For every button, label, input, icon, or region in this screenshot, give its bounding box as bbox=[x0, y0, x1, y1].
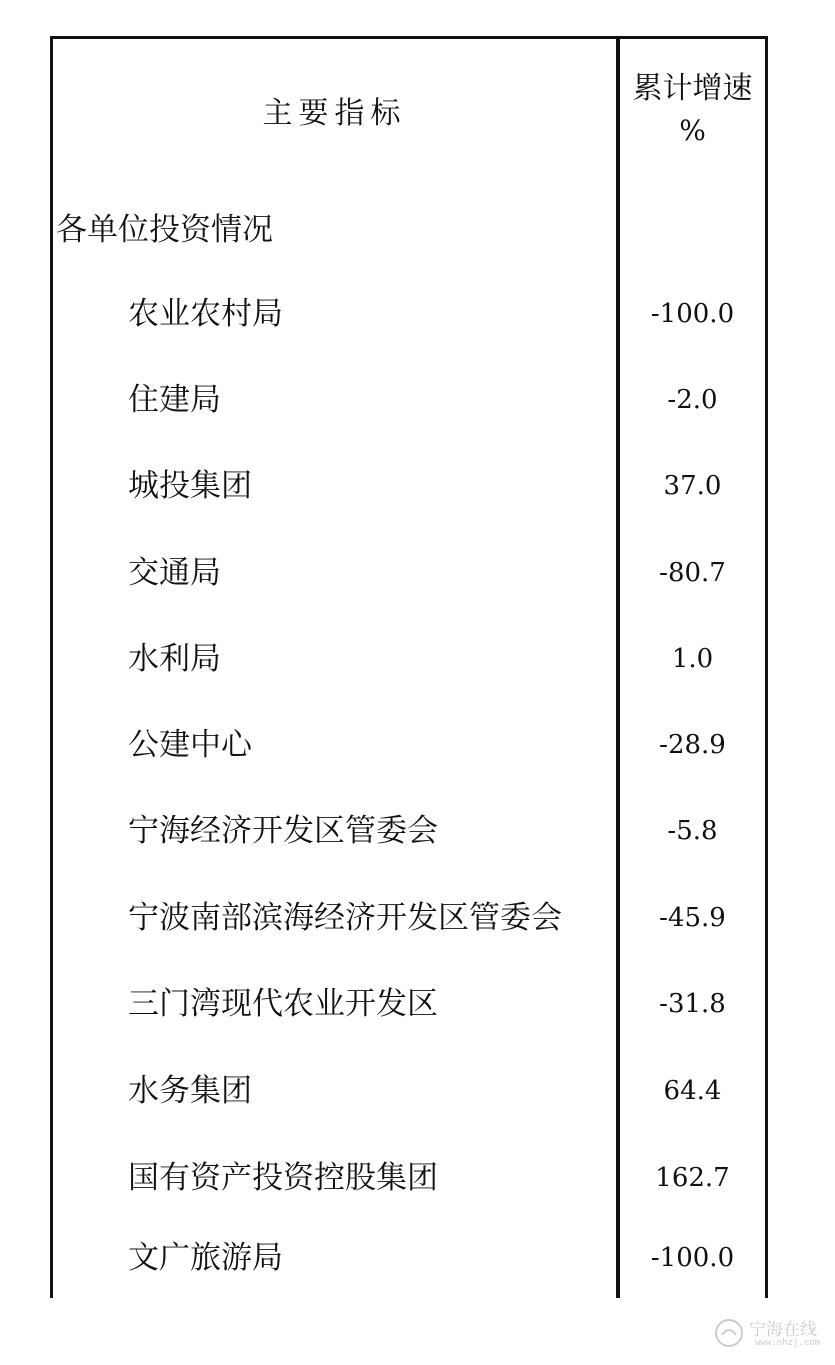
table-row bbox=[0, 461, 835, 511]
growth-label: 累计增速 bbox=[632, 71, 753, 106]
table-row bbox=[0, 806, 835, 856]
table-row bbox=[0, 375, 835, 425]
watermark-logo-icon bbox=[713, 1317, 745, 1349]
table-row bbox=[0, 289, 835, 339]
column-header-indicator: 主要指标 bbox=[262, 96, 407, 131]
growth-unit: % bbox=[679, 114, 706, 147]
section-title: 各单位投资情况 bbox=[56, 212, 273, 248]
unit-name: 国有资产投资控股集团 bbox=[128, 1160, 438, 1196]
growth-value: -80.7 bbox=[659, 558, 726, 588]
table-row bbox=[0, 548, 835, 598]
watermark-url: www.nhzj.com bbox=[755, 1338, 821, 1348]
growth-value: 1.0 bbox=[671, 644, 714, 674]
unit-name: 住建局 bbox=[128, 382, 221, 418]
growth-value: 162.7 bbox=[655, 1163, 730, 1193]
unit-name: 水务集团 bbox=[128, 1073, 252, 1109]
growth-value: -45.9 bbox=[659, 903, 726, 933]
growth-value: -28.9 bbox=[659, 730, 726, 760]
watermark-text: 宁海在线 bbox=[749, 1320, 817, 1340]
growth-value: -31.8 bbox=[659, 989, 726, 1019]
unit-name: 城投集团 bbox=[128, 468, 252, 504]
table-row bbox=[0, 979, 835, 1029]
growth-value: -5.8 bbox=[667, 816, 718, 846]
unit-name: 农业农村局 bbox=[128, 296, 283, 332]
unit-name: 水利局 bbox=[128, 641, 221, 677]
growth-value: -2.0 bbox=[667, 385, 718, 415]
table-row bbox=[0, 1153, 835, 1203]
table-row bbox=[0, 634, 835, 684]
watermark bbox=[713, 1311, 823, 1357]
growth-value: -100.0 bbox=[650, 1243, 735, 1273]
table-row bbox=[0, 1066, 835, 1116]
growth-value: 64.4 bbox=[663, 1076, 722, 1106]
growth-value: -100.0 bbox=[650, 299, 735, 329]
table-row bbox=[0, 893, 835, 943]
unit-name: 宁海经济开发区管委会 bbox=[128, 813, 438, 849]
table-row bbox=[0, 1233, 835, 1283]
unit-name: 宁波南部滨海经济开发区管委会 bbox=[128, 900, 562, 936]
growth-value: 37.0 bbox=[663, 471, 722, 501]
table-row bbox=[0, 720, 835, 770]
unit-name: 公建中心 bbox=[128, 727, 252, 763]
unit-name: 交通局 bbox=[128, 555, 221, 591]
unit-name: 三门湾现代农业开发区 bbox=[128, 986, 438, 1022]
unit-name: 文广旅游局 bbox=[128, 1240, 283, 1276]
